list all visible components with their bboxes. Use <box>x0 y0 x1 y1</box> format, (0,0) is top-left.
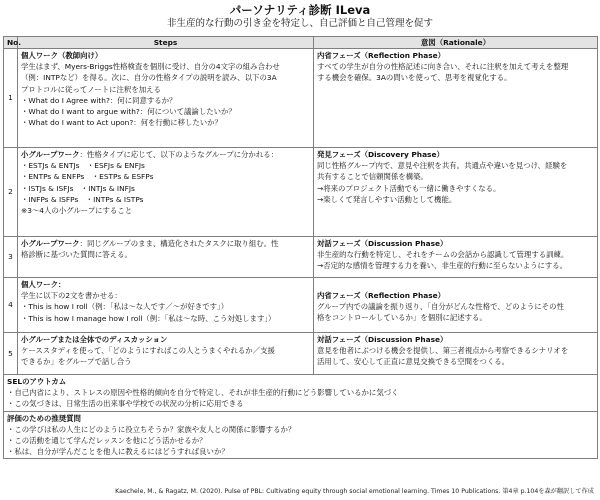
steps-title: 小グループワーク <box>21 239 80 248</box>
table-row <box>4 237 598 278</box>
rationale-cell <box>314 333 598 375</box>
rationale-line: 格をコントロールしているか」を個別に記述する。 <box>317 313 487 323</box>
steps-line: ・This is how I roll（例：「私は〜な人です／〜が好きです」） <box>21 302 229 312</box>
steps-line: ・What do I Agree with?：何に同意するか？ <box>21 95 177 105</box>
steps-cell <box>18 237 314 278</box>
rationale-cell <box>314 49 598 148</box>
sel-outcome-item: ・自己内省により、ストレスの原因や性格的傾向を自分で特定し、それが非生産的行動にどう影響しているかに気づく <box>7 388 399 398</box>
steps-title: 個人ワーク（教師向け） <box>21 51 103 60</box>
steps-line: ・ISTJs & ISFJs ・INTJs & INFJs <box>21 183 135 193</box>
steps-line: 学生に以下の2文を書かせる： <box>21 291 122 301</box>
column-header-rationale: 意図（Rationale） <box>314 37 598 49</box>
row-number: 4 <box>4 278 18 333</box>
steps-title-rest: ：性格タイプに応じて、以下のようなグループに分かれる： <box>79 150 278 159</box>
rationale-line: →否定的な感情を管理する力を養い、非生産的行動に至らないようにする。 <box>317 261 568 271</box>
steps-line: ・INFPs & ISFPs ・INTPs & ISTPs <box>21 194 144 204</box>
rationale-line: 共有することで信頼関係を構築。 <box>317 172 428 182</box>
rationale-line: →楽しくて発言しやすい活動として機能。 <box>317 194 457 204</box>
evaluation-questions-cell <box>4 411 598 459</box>
steps-cell <box>18 333 314 375</box>
sel-outcome-item: ・この気づきは、日常生活の出来事や学校での状況の分析に応用できる <box>7 399 244 409</box>
steps-title-line <box>21 238 310 249</box>
source-citation: Kaechele, M., & Ragatz, M. (2020). Pulse of PBL: Cultivating equity through social emotional learning. Times 10 Publications. 第4章 p.104を森が翻訳して作成 <box>115 488 594 495</box>
row-number: 1 <box>4 49 18 148</box>
rationale-title: 対話フェーズ（Discussion Phase） <box>317 335 448 344</box>
steps-table <box>3 36 598 459</box>
steps-title: 個人ワーク： <box>21 280 66 289</box>
steps-title-line <box>21 149 310 160</box>
steps-line: ・ESTJs & ENTJs ・ESFJs & ENFJs <box>21 161 145 171</box>
rationale-line: する機会を確保。3Aの問いを使って、思考を視覚化する。 <box>317 73 512 83</box>
steps-line: （例：INTPなど）を得る。次に、自分の性格タイプの説明を読み、以下の3A <box>21 73 277 83</box>
evaluation-question-item: ・この活動を通じて学んだレッスンを他にどう活かせるか？ <box>7 436 207 446</box>
row-number: 2 <box>4 148 18 237</box>
rationale-line: すべての学生が自分の性格記述に向き合い、それに注釈を加えて考えを整理 <box>317 62 569 72</box>
rationale-title: 対話フェーズ（Discussion Phase） <box>317 239 448 248</box>
sel-outcomes-row <box>4 375 598 412</box>
steps-line: ※3〜4人の小グループにすること <box>21 206 133 216</box>
steps-title-rest: ：同じグループのまま、構造化されたタスクに取り組む。性 <box>79 239 279 248</box>
steps-line: ・What do I want to Act upon?：何を行動に移したいか？ <box>21 118 222 128</box>
column-header-steps: Steps <box>18 37 314 49</box>
steps-line: 格診断に基づいた質問に答える。 <box>21 250 132 260</box>
steps-line: 学生はまず、Myers-Briggs性格検査を個別に受け、自分の4文字の組み合わせ <box>21 62 280 72</box>
page-title: パーソナリティ診断 ILeva <box>229 3 371 17</box>
steps-cell <box>18 49 314 148</box>
table-header-row <box>4 37 598 49</box>
evaluation-questions-row <box>4 411 598 459</box>
rationale-line: 意見を他者にぶつける機会を提供し、第三者視点から考察できるシナリオを <box>317 346 569 356</box>
steps-title: 小グループワーク <box>21 150 80 159</box>
steps-line: ・What do I want to argue with?：何について議論したいか？ <box>21 107 236 117</box>
rationale-line: グループ内での議論を振り返り、「自分がどんな性格で、どのようにその性 <box>317 302 564 312</box>
sel-outcomes-title: SELのアウトカム <box>7 377 67 386</box>
table-row <box>4 49 598 148</box>
table-row <box>4 333 598 375</box>
steps-line: できるか」をグループで話し合う <box>21 357 132 367</box>
rationale-cell <box>314 278 598 333</box>
steps-cell <box>18 148 314 237</box>
rationale-line: →将来のプロジェクト活動でも一緒に働きやすくなる。 <box>317 183 501 193</box>
rationale-line: 同じ性格グループ内で、意見や注釈を共有。共通点や違いを見つけ、経験を <box>317 161 568 171</box>
steps-line: ・This is how I manage how I roll（例：「私は〜な時、こう対処します」） <box>21 313 276 323</box>
rationale-title: 発見フェーズ（Discovery Phase） <box>317 150 444 159</box>
steps-title: 小グループまたは全体でのディスカッション <box>21 335 168 344</box>
steps-cell <box>18 278 314 333</box>
table-row <box>4 148 598 237</box>
steps-line: プロトコルに従ってノートに注釈を加える <box>21 84 161 94</box>
rationale-cell <box>314 237 598 278</box>
rationale-line: 活用して、安心して正直に意見交換できる空間をつくる。 <box>317 357 510 367</box>
evaluation-question-item: ・この学びは私の人生にどのように役立ちそうか？家族や友人との関係に影響するか？ <box>7 424 296 434</box>
row-number: 3 <box>4 237 18 278</box>
evaluation-question-item: ・私は、自分が学んだことを他人に教えるにはどうすれば良いか？ <box>7 447 229 457</box>
row-number: 5 <box>4 333 18 375</box>
table-row <box>4 278 598 333</box>
rationale-title: 内省フェーズ（Reflection Phase） <box>317 291 446 300</box>
column-header-no: No. <box>4 37 18 49</box>
evaluation-questions-title: 評価のための推奨質問 <box>7 413 81 423</box>
steps-line: ・ENTPs & ENFPs ・ESTPs & ESFPs <box>21 172 154 182</box>
sel-outcomes-cell <box>4 375 598 412</box>
page-subtitle: 非生産的な行動の引き金を特定し、自己評価と自己管理を促す <box>166 18 433 29</box>
rationale-cell <box>314 148 598 237</box>
rationale-title: 内省フェーズ（Reflection Phase） <box>317 51 446 60</box>
rationale-line: 非生産的な行動を特定し、それをチームの会話から認識して管理する訓練。 <box>317 250 569 260</box>
steps-line: ケーススタディを使って、「どのようにすればこの人とうまくやれるか／支援 <box>21 346 275 356</box>
